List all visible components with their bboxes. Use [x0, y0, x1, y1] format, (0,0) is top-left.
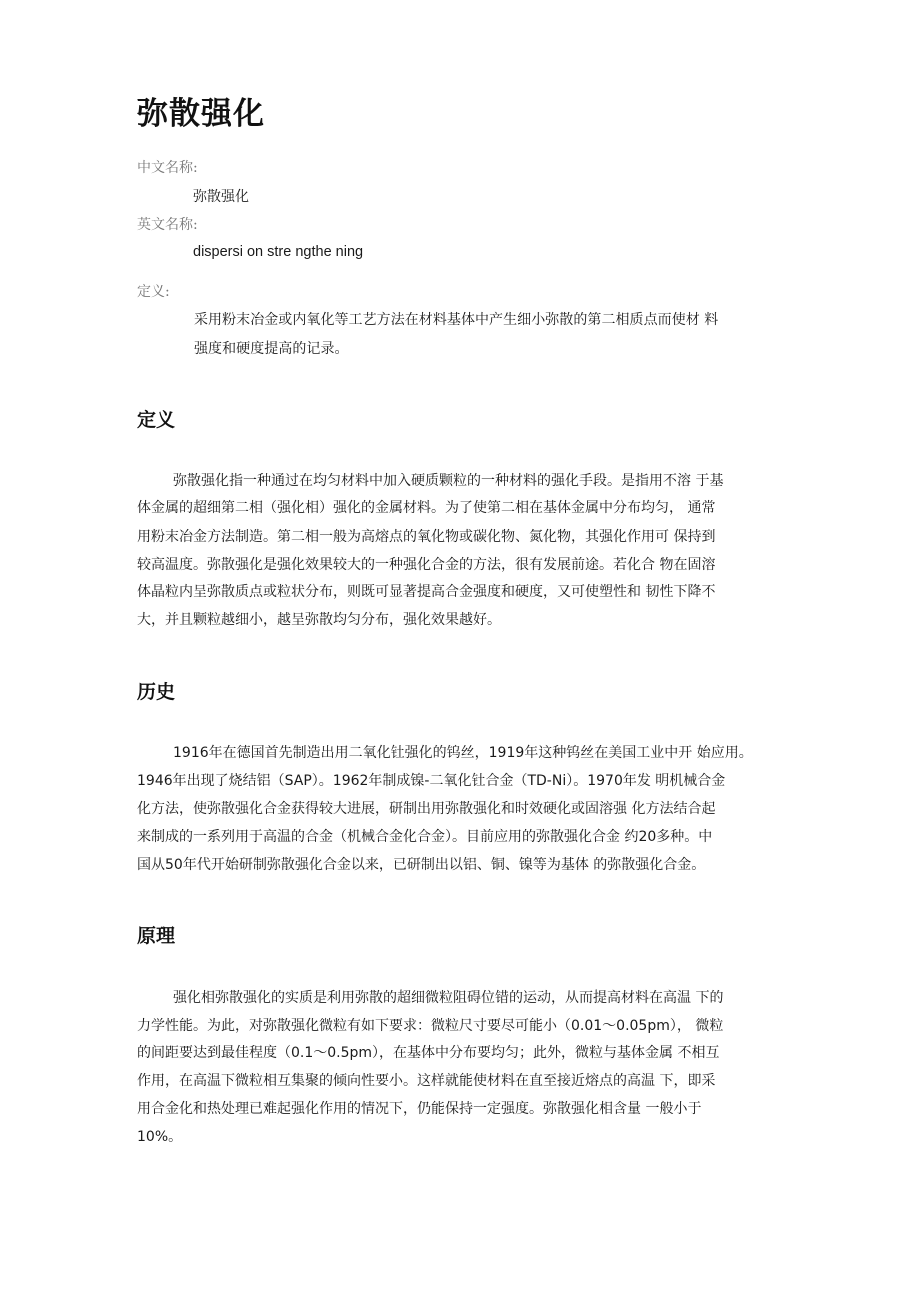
paragraph-line: 作用，在高温下微粒相互集聚的倾向性要小。这样就能使材料在直至接近熔点的高温 下，即采: [137, 1073, 716, 1089]
paragraph-line: 体金属的超细第二相（强化相）强化的金属材料。为了使第二相在基体金属中分布均匀， 通常: [137, 500, 716, 516]
paragraph-line: 1916年在德国首先制造出用二氧化钍强化的钨丝，1919年这种钨丝在美国工业中开 始应用。: [173, 745, 753, 761]
section-heading-history: 历史: [137, 681, 176, 703]
english-name-label: 英文名称:: [137, 217, 198, 233]
paragraph-line: 较高温度。弥散强化是强化效果较大的一种强化合金的方法，很有发展前途。若化合 物在固溶: [137, 557, 716, 573]
paragraph-line: 1946年出现了烧结铝（SAP）。1962年制成镍-二氧化钍合金（TD-Ni）。1970年发 明机械合金: [137, 773, 726, 789]
definition-line: 强度和硬度提高的记录。: [194, 341, 349, 357]
english-name-value: dispersi on stre ngthe ning: [193, 244, 364, 260]
paragraph-line: 化方法，使弥散强化合金获得较大进展，研制出用弥散强化和时效硬化或固溶强 化方法结合起: [137, 801, 716, 817]
section-heading-principle: 原理: [137, 925, 176, 947]
paragraph-line: 10%。: [137, 1129, 183, 1145]
paragraph-line: 强化相弥散强化的实质是利用弥散的超细微粒阻碍位错的运动，从而提高材料在高温 下的: [173, 990, 724, 1006]
section-heading-definition: 定义: [137, 409, 176, 431]
paragraph-line: 来制成的一系列用于高温的合金（机械合金化合金）。目前应用的弥散强化合金 约20多种。中: [137, 829, 713, 845]
paragraph-line: 用合金化和热处理已难起强化作用的情况下，仍能保持一定强度。弥散强化相含量 一般小于: [137, 1101, 702, 1117]
paragraph-line: 的间距要达到最佳程度（0.1～0.5pm），在基体中分布要均匀；此外，微粒与基体金属 不相互: [137, 1045, 720, 1061]
definition-line: 采用粉末冶金或内氧化等工艺方法在材料基体中产生细小弥散的第二相质点而使材 料: [194, 312, 719, 328]
paragraph-line: 弥散强化指一种通过在均匀材料中加入硬质颗粒的一种材料的强化手段。是指用不溶 于基: [173, 473, 724, 489]
page-title: 弥散强化: [137, 96, 265, 132]
chinese-name-label: 中文名称:: [137, 160, 198, 176]
paragraph-line: 体晶粒内呈弥散质点或粒状分布，则既可显著提高合金强度和硬度，又可使塑性和 韧性下降不: [137, 584, 716, 600]
definition-label: 定义:: [137, 284, 170, 300]
chinese-name-value: 弥散强化: [193, 189, 249, 205]
paragraph-line: 力学性能。为此，对弥散强化微粒有如下要求：微粒尺寸要尽可能小（0.01～0.05pm）， 微粒: [137, 1018, 724, 1034]
paragraph-line: 用粉末冶金方法制造。第二相一般为高熔点的氧化物或碳化物、氮化物，其强化作用可 保持到: [137, 529, 716, 545]
paragraph-line: 国从50年代开始研制弥散强化合金以来，已研制出以铝、铜、镍等为基体 的弥散强化合金。: [137, 857, 706, 873]
paragraph-line: 大，并且颗粒越细小，越呈弥散均匀分布，强化效果越好。: [137, 612, 501, 628]
